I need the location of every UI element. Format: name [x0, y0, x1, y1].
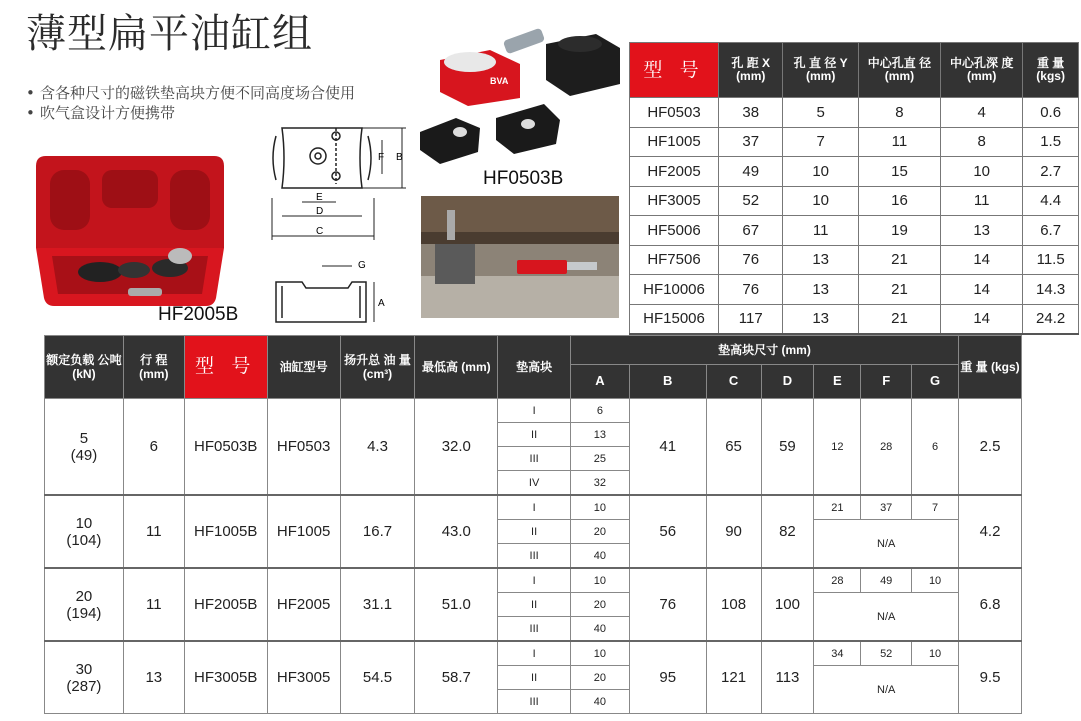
block-a-cell: 13: [571, 423, 630, 447]
weight-cell: 4.2: [959, 495, 1022, 568]
block-a-cell: 10: [571, 641, 630, 666]
table-cell: 16: [858, 186, 940, 216]
load-ton: 5: [79, 429, 89, 447]
table-cell: HF3005: [630, 186, 719, 216]
load-kn: (104): [66, 531, 102, 549]
table-cell: 67: [719, 216, 783, 246]
table-cell: HF0503: [630, 98, 719, 128]
size-b-cell: 41: [629, 399, 706, 496]
table-cell: 13: [941, 216, 1023, 246]
table-cell: 15: [858, 157, 940, 187]
table-cell: 76: [719, 275, 783, 305]
model-cell: HF0503B: [184, 399, 267, 496]
table-cell: 37: [719, 127, 783, 157]
table-cell: 5: [783, 98, 858, 128]
load-kn: (49): [70, 446, 98, 464]
header-col-a: A: [571, 364, 630, 398]
model-cell: HF3005B: [184, 641, 267, 714]
feature-list: [26, 83, 386, 123]
blocks-caption: HF0503B: [483, 168, 564, 189]
header-model: 型 号: [184, 336, 267, 399]
block-a-cell: 6: [571, 399, 630, 423]
table-cell: 4: [941, 98, 1023, 128]
size-c-cell: 65: [706, 399, 761, 496]
load-ton: 30: [75, 660, 93, 678]
table-cell: HF7506: [630, 245, 719, 275]
block-a-cell: 10: [571, 568, 630, 593]
table-cell: 76: [719, 245, 783, 275]
size-c-cell: 90: [706, 495, 761, 568]
table-cell: 19: [858, 216, 940, 246]
header-hole-spacing: 孔 距 X (mm): [719, 43, 783, 98]
load-cell: [45, 568, 124, 641]
block-a-cell: 20: [571, 593, 630, 617]
table-cell: 38: [719, 98, 783, 128]
table-cell: 11: [783, 216, 858, 246]
table-cell: 6.7: [1023, 216, 1079, 246]
table-row: [45, 495, 1022, 520]
table-cell: 21: [858, 275, 940, 305]
table-cell: HF1005: [630, 127, 719, 157]
table-row: [630, 275, 1079, 305]
table-cell: HF5006: [630, 216, 719, 246]
size-f-cell: 28: [861, 399, 912, 496]
application-photo: [421, 196, 619, 318]
cylinder-cell: HF0503: [267, 399, 340, 496]
table-cell: 13: [783, 275, 858, 305]
header-col-b: B: [629, 364, 706, 398]
header-block-size: 垫高块尺寸 (mm): [571, 336, 959, 365]
carry-case-image: [30, 148, 230, 310]
table-cell: 8: [858, 98, 940, 128]
table-row: [45, 568, 1022, 593]
table-cell: 10: [783, 157, 858, 187]
block-id-cell: II: [498, 593, 571, 617]
size-d-cell: 100: [761, 568, 814, 641]
table-cell: 11: [858, 127, 940, 157]
size-f-cell: 37: [861, 495, 912, 520]
table-cell: 11.5: [1023, 245, 1079, 275]
cylinder-product-image: [420, 20, 630, 190]
size-e-cell: 34: [814, 641, 861, 666]
table-cell: 14: [941, 275, 1023, 305]
size-g-cell: 7: [912, 495, 959, 520]
header-oil-volume: 扬升总 油 量 (cm³): [340, 336, 415, 399]
size-e-cell: 28: [814, 568, 861, 593]
table-cell: 14.3: [1023, 275, 1079, 305]
table-cell: 10: [941, 157, 1023, 187]
feature-item: • 吹气盒设计方便携带: [26, 103, 386, 123]
table-cell: 21: [858, 245, 940, 275]
size-b-cell: 95: [629, 641, 706, 714]
table-cell: 14: [941, 304, 1023, 334]
weight-cell: 9.5: [959, 641, 1022, 714]
header-col-f: F: [861, 364, 912, 398]
block-id-cell: I: [498, 641, 571, 666]
oil-volume-cell: 4.3: [340, 399, 415, 496]
cylinder-set-table: [44, 335, 1022, 714]
header-col-g: G: [912, 364, 959, 398]
table-cell: 21: [858, 304, 940, 334]
size-e-cell: 12: [814, 399, 861, 496]
table-cell: HF2005: [630, 157, 719, 187]
dim-g-label: G: [358, 260, 366, 271]
oil-volume-cell: 31.1: [340, 568, 415, 641]
model-cell: HF1005B: [184, 495, 267, 568]
block-a-cell: 40: [571, 544, 630, 569]
model-spec-table: [629, 42, 1079, 335]
size-g-cell: 10: [912, 568, 959, 593]
table-cell: 1.5: [1023, 127, 1079, 157]
na-cell: N/A: [814, 666, 959, 714]
header-stroke: 行 程 (mm): [123, 336, 184, 399]
block-a-cell: 32: [571, 471, 630, 496]
block-id-cell: III: [498, 447, 571, 471]
feature-item: • 含各种尺寸的磁铁垫高块方便不同高度场合使用: [26, 83, 386, 103]
block-id-cell: III: [498, 690, 571, 714]
dim-b-label: B: [396, 152, 403, 163]
dim-d-label: D: [316, 206, 324, 217]
cylinder-cell: HF2005: [267, 568, 340, 641]
header-col-e: E: [814, 364, 861, 398]
header-cylinder: 油缸型号: [267, 336, 340, 399]
brand-logo: BVA: [490, 76, 509, 86]
size-b-cell: 76: [629, 568, 706, 641]
na-cell: N/A: [814, 520, 959, 569]
size-d-cell: 59: [761, 399, 814, 496]
load-ton: 20: [75, 587, 93, 605]
table-cell: 13: [783, 304, 858, 334]
size-c-cell: 121: [706, 641, 761, 714]
header-block: 垫高块: [498, 336, 571, 399]
size-g-cell: 10: [912, 641, 959, 666]
header-col-c: C: [706, 364, 761, 398]
size-d-cell: 82: [761, 495, 814, 568]
table-cell: 8: [941, 127, 1023, 157]
block-a-cell: 40: [571, 690, 630, 714]
dim-c-label: C: [316, 226, 324, 237]
table-cell: 0.6: [1023, 98, 1079, 128]
oil-volume-cell: 16.7: [340, 495, 415, 568]
stroke-cell: 11: [123, 495, 184, 568]
block-id-cell: III: [498, 617, 571, 642]
header-center-depth: 中心孔深 度 (mm): [941, 43, 1023, 98]
block-a-cell: 20: [571, 520, 630, 544]
table-cell: 24.2: [1023, 304, 1079, 334]
block-top-view-drawing: [262, 118, 422, 244]
block-id-cell: III: [498, 544, 571, 569]
weight-cell: 6.8: [959, 568, 1022, 641]
page-title: 薄型扁平油缸组: [26, 11, 313, 57]
oil-volume-cell: 54.5: [340, 641, 415, 714]
header-model: 型 号: [630, 43, 719, 98]
min-height-cell: 32.0: [415, 399, 498, 496]
size-e-cell: 21: [814, 495, 861, 520]
table-cell: 11: [941, 186, 1023, 216]
table-row: [630, 186, 1079, 216]
load-kn: (287): [66, 677, 102, 695]
dim-f-label: F: [378, 152, 385, 163]
load-kn: (194): [66, 604, 102, 622]
block-id-cell: II: [498, 520, 571, 544]
header-center-diameter: 中心孔直 径 (mm): [858, 43, 940, 98]
load-cell: [45, 641, 124, 714]
stroke-cell: 11: [123, 568, 184, 641]
header-col-d: D: [761, 364, 814, 398]
dim-e-label: E: [316, 192, 323, 203]
dim-a-label: A: [378, 298, 385, 309]
table-cell: HF10006: [630, 275, 719, 305]
table-cell: 2.7: [1023, 157, 1079, 187]
stroke-cell: 6: [123, 399, 184, 496]
table-row: [630, 98, 1079, 128]
block-id-cell: I: [498, 495, 571, 520]
table-row: [630, 157, 1079, 187]
na-cell: N/A: [814, 593, 959, 642]
size-b-cell: 56: [629, 495, 706, 568]
table-cell: 13: [783, 245, 858, 275]
block-a-cell: 40: [571, 617, 630, 642]
stroke-cell: 13: [123, 641, 184, 714]
table-cell: HF15006: [630, 304, 719, 334]
table-row: [630, 216, 1079, 246]
load-ton: 10: [75, 514, 93, 532]
size-g-cell: 6: [912, 399, 959, 496]
table-cell: 10: [783, 186, 858, 216]
table-row: [45, 399, 1022, 423]
block-id-cell: I: [498, 568, 571, 593]
table-cell: 14: [941, 245, 1023, 275]
table-row: [630, 245, 1079, 275]
block-side-view-drawing: [262, 256, 422, 330]
header-min-height: 最低高 (mm): [415, 336, 498, 399]
table-cell: 49: [719, 157, 783, 187]
block-id-cell: II: [498, 666, 571, 690]
load-cell: [45, 399, 124, 496]
block-id-cell: I: [498, 399, 571, 423]
size-d-cell: 113: [761, 641, 814, 714]
block-id-cell: IV: [498, 471, 571, 496]
header-weight: 重 量 (kgs): [959, 336, 1022, 399]
size-f-cell: 49: [861, 568, 912, 593]
table-cell: 52: [719, 186, 783, 216]
block-a-cell: 25: [571, 447, 630, 471]
table-cell: 117: [719, 304, 783, 334]
cylinder-cell: HF1005: [267, 495, 340, 568]
header-weight: 重 量 (kgs): [1023, 43, 1079, 98]
table-row: [630, 304, 1079, 334]
size-c-cell: 108: [706, 568, 761, 641]
block-a-cell: 10: [571, 495, 630, 520]
min-height-cell: 51.0: [415, 568, 498, 641]
min-height-cell: 58.7: [415, 641, 498, 714]
size-f-cell: 52: [861, 641, 912, 666]
table-cell: 7: [783, 127, 858, 157]
min-height-cell: 43.0: [415, 495, 498, 568]
block-a-cell: 20: [571, 666, 630, 690]
weight-cell: 2.5: [959, 399, 1022, 496]
header-hole-diameter: 孔 直 径 Y (mm): [783, 43, 858, 98]
table-cell: 4.4: [1023, 186, 1079, 216]
block-id-cell: II: [498, 423, 571, 447]
table-row: [45, 641, 1022, 666]
table-row: [630, 127, 1079, 157]
model-cell: HF2005B: [184, 568, 267, 641]
load-cell: [45, 495, 124, 568]
header-load: 额定负载 公吨 (kN): [45, 336, 124, 399]
cylinder-cell: HF3005: [267, 641, 340, 714]
kit-caption: HF2005B: [158, 304, 239, 325]
